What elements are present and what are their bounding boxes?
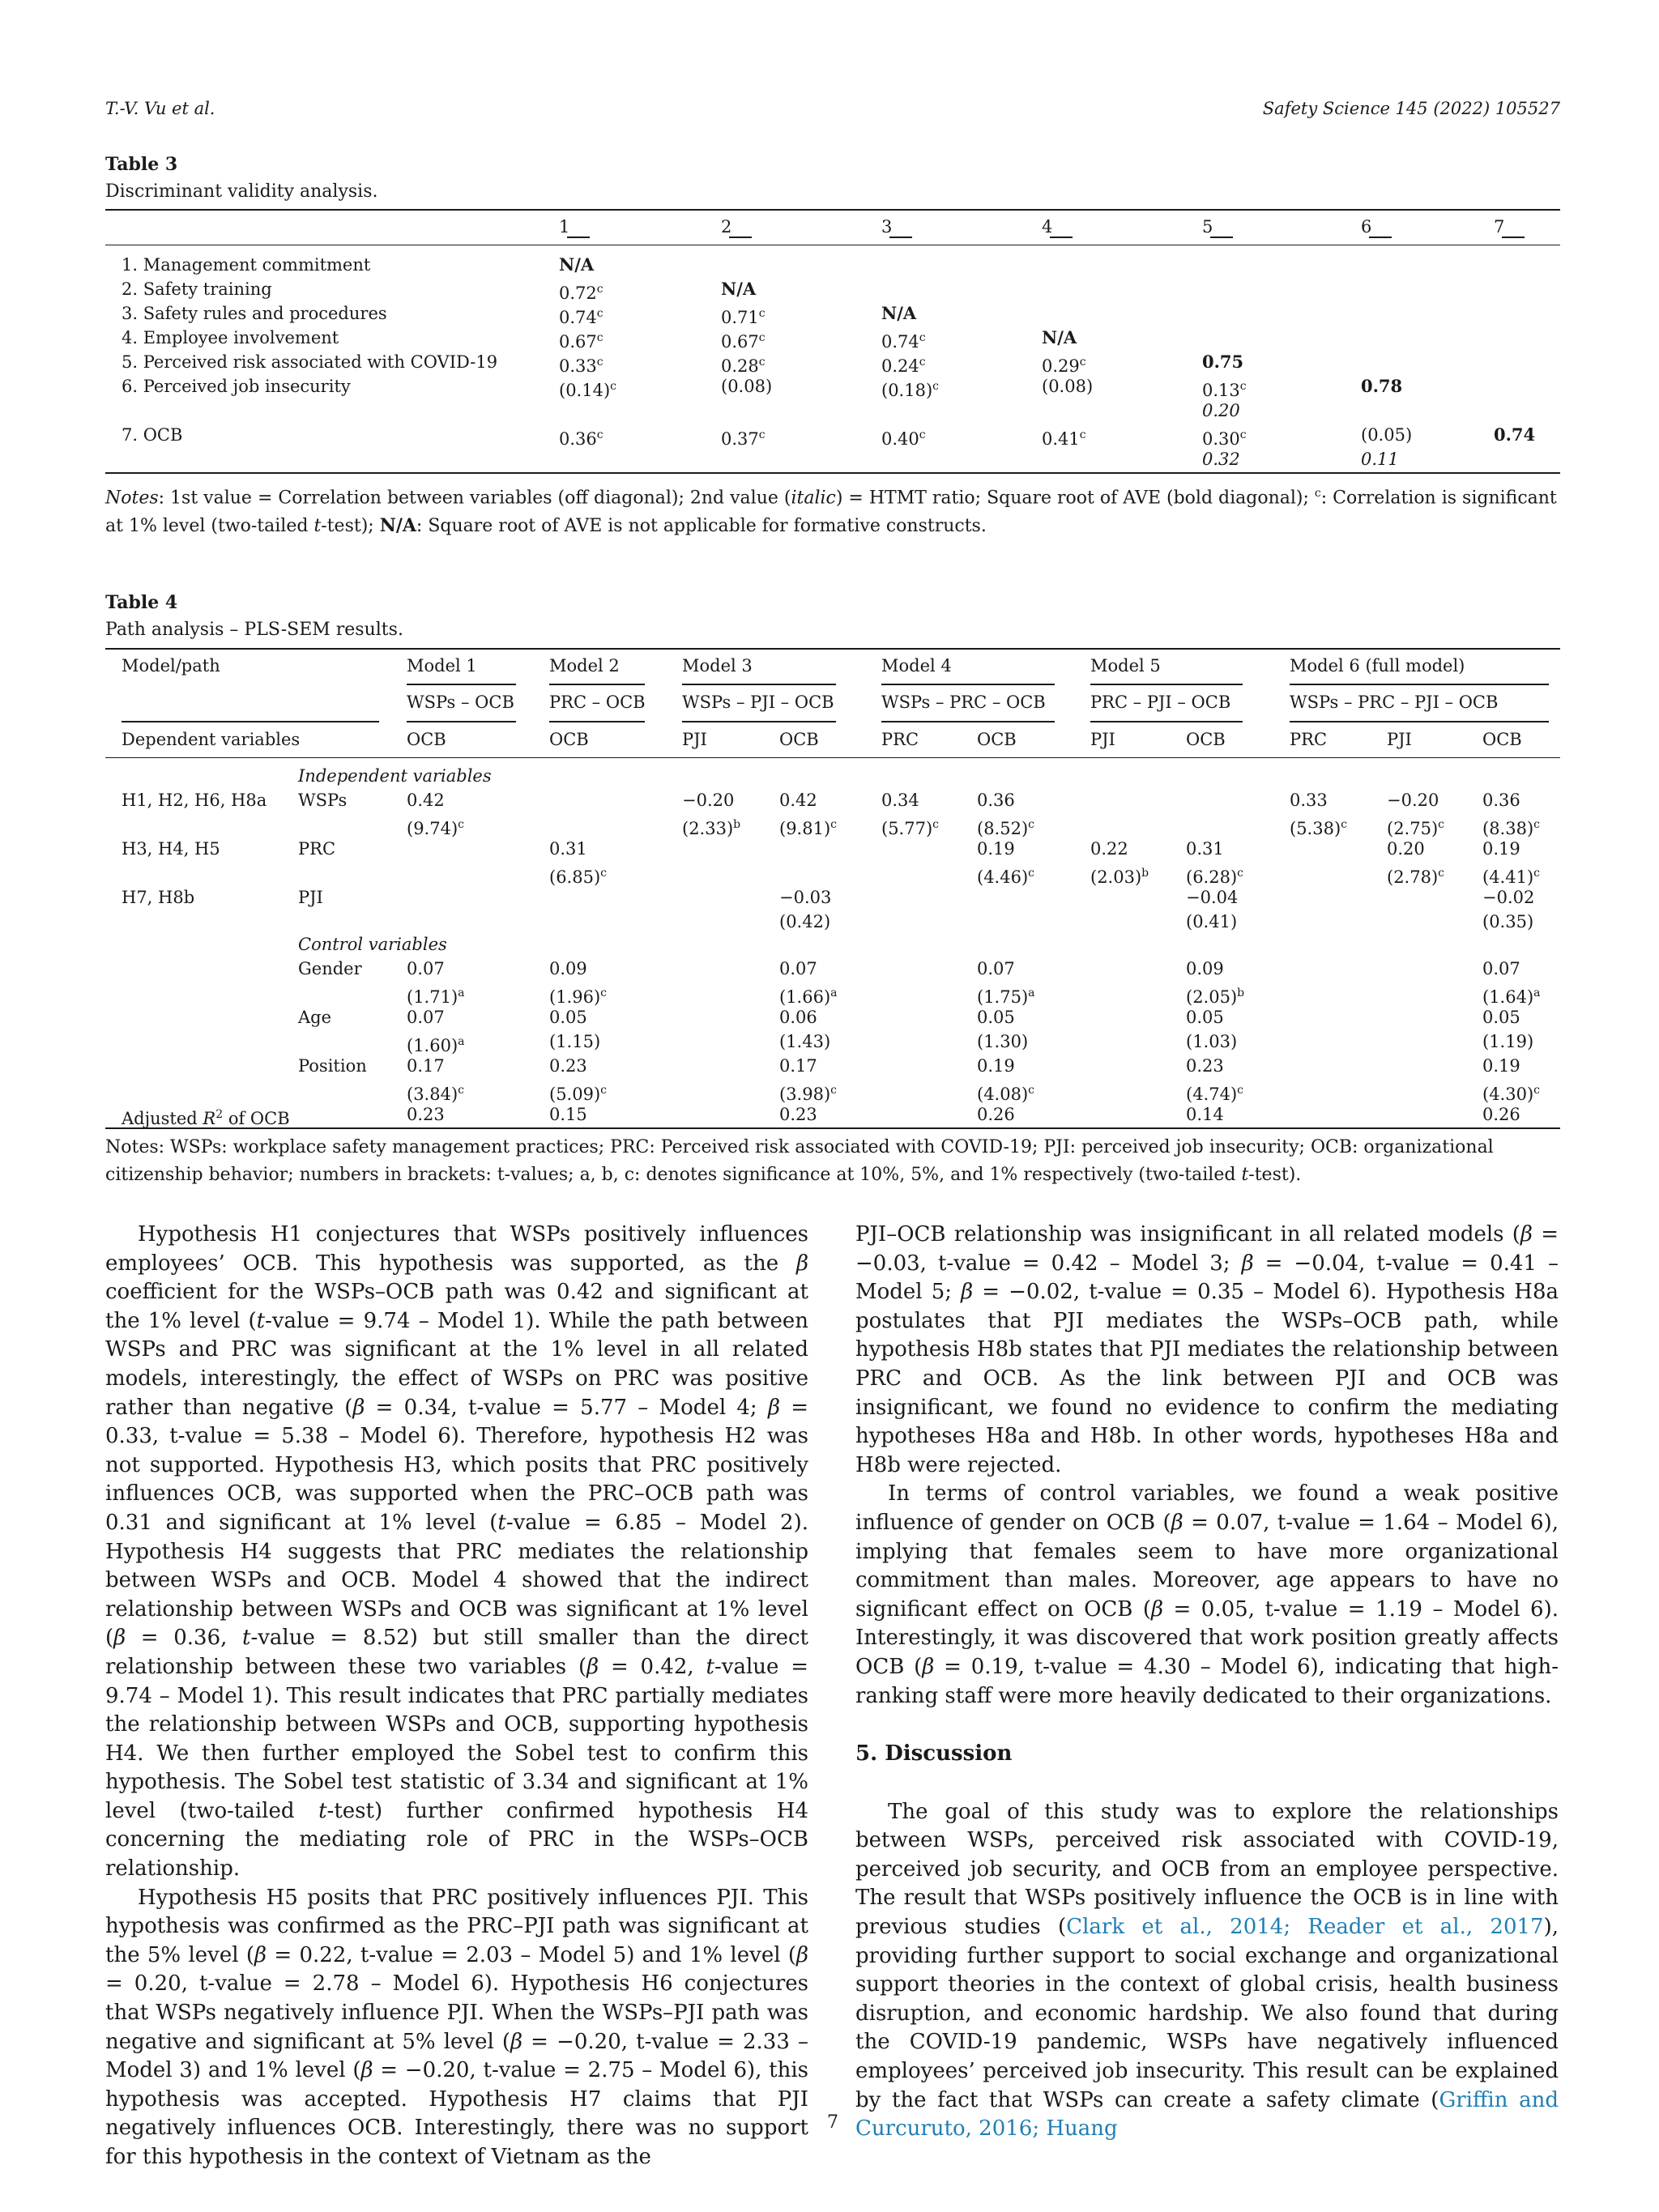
- table4-coefficient: 0.07: [407, 959, 445, 978]
- table4-coefficient: 0.05: [1186, 1008, 1224, 1027]
- table3-cell: 0.24$^c$: [881, 356, 926, 376]
- table4-coefficient: 0.23: [1186, 1056, 1224, 1076]
- table4-model-underline: [1290, 684, 1549, 685]
- table4-variable: PJI: [298, 888, 323, 907]
- table3-cell: 0.41$^c$: [1042, 428, 1086, 449]
- table3-cell: (0.05): [1361, 425, 1413, 445]
- table4-dependent-var: OCB: [549, 730, 589, 749]
- table4-coefficient: 0.19: [1482, 839, 1520, 859]
- table4-tvalue: $(9.74)^c$: [407, 818, 464, 838]
- table4-notes: Notes: WSPs: workplace safety management practices; PRC: Perceived risk associated with COVID-19; PJI: perceived job insecurity; OCB: organizational citizenship behavior; numbers in brackets: t-values; a, b, c: denotes significance at 10%, 5%, and 1% respectively (two-tailed t-test).: [105, 1137, 1494, 1185]
- table3-col-header-underline: [1369, 237, 1392, 238]
- table4-control-header: Control variables: [298, 935, 447, 954]
- table3-cell: 0.78: [1361, 376, 1403, 396]
- table4-coefficient: 0.20: [1387, 839, 1425, 859]
- table4-tvalue: $(2.33)^b$: [682, 818, 741, 838]
- paragraph: Hypothesis H1 conjectures that WSPs positively influences employees’ OCB. This hypothesis was supported, as the β coefficient for the WSPs–OCB path was 0.42 and significant at the 1% level (t-value = 9.74 – Model 1). While the path between WSPs and PRC was significant at the 1% level in all related models, interestingly, the effect of WSPs on PRC was positive rather than negative (β = 0.34, t-value = 5.77 – Model 4; β = 0.33, t-value = 5.38 – Model 6). Therefore, hypothesis H2 was not supported. Hypothesis H3, which posits that PRC positively influences OCB, was supported when the PRC–OCB path was 0.31 and significant at 1% level (t-value = 6.85 – Model 2). Hypothesis H4 suggests that PRC mediates the relationship between WSPs and OCB. Model 4 showed that the indirect relationship between WSPs and OCB was significant at 1% level (β = 0.36, t-value = 8.52) but still smaller than the direct relationship between these two variables (β = 0.42, t-value = 9.74 – Model 1). This result indicates that PRC partially mediates the relationship between WSPs and OCB, supporting hypothesis H4. We then further employed the Sobel test to confirm this hypothesis. The Sobel test statistic of 3.34 and significant at 1% level (two-tailed t-test) further confirmed hypothesis H4 concerning the mediating role of PRC in the WSPs–OCB relationship.: [105, 1222, 808, 1882]
- table4-label: Table 4: [105, 592, 178, 613]
- paragraph: Hypothesis H5 posits that PRC positively influences PJI. This hypothesis was confirmed as the PRC–PJI path was significant at the 5% level (β = 0.22, t-value = 2.03 – Model 5) and 1% level (β = 0.20, t-value = 2.78 – Model 6). Hypothesis H6 conjectures that WSPs negatively influence PJI. When the WSPs–PJI path was negative and significant at 5% level (β = −0.20, t-value = 2.33 – Model 3) and 1% level (β = −0.20, t-value = 2.75 – Model 6), this hypothesis was accepted. Hypothesis H7 claims that PJI negatively influences OCB. Interestingly, there was no support for this hypothesis in the context of Vietnam as the: [105, 1885, 809, 2169]
- table3-cell-htmt: 0.32: [1202, 450, 1240, 469]
- table3-col-header-underline: [1502, 237, 1525, 238]
- table4-model-name: Model 5: [1090, 656, 1161, 676]
- table4-tvalue: (1.30): [977, 1032, 1029, 1051]
- table4-path-underline: [1090, 721, 1243, 722]
- table3-cell: N/A: [559, 254, 595, 275]
- table4-coefficient: 0.09: [1186, 959, 1224, 978]
- table4-tvalue: $(8.38)^c$: [1482, 818, 1540, 838]
- table3-cell: N/A: [881, 303, 917, 323]
- table3-cell-htmt: 0.11: [1361, 450, 1399, 469]
- table3-cell: 0.36$^c$: [559, 428, 603, 449]
- table4-tvalue: $(6.28)^c$: [1186, 867, 1243, 887]
- table4-tvalue: (0.42): [779, 912, 831, 931]
- table4-tvalue: $(8.52)^c$: [977, 818, 1034, 838]
- table3-cell: (0.08): [721, 377, 773, 396]
- table4-path-underline: [549, 721, 645, 722]
- table4-hypotheses: H7, H8b: [122, 888, 195, 907]
- table3-cell: $(0.14)^c$: [559, 380, 616, 400]
- section-heading-discussion: 5. Discussion: [855, 1741, 1013, 1767]
- table3-cell: 0.75: [1202, 352, 1244, 372]
- table4-coefficient: 0.31: [549, 839, 587, 859]
- table4-coefficient: 0.36: [1482, 791, 1520, 810]
- table4-dependent-var: PRC: [881, 730, 919, 749]
- table4-variable: Gender: [298, 959, 362, 978]
- table4-tvalue: $(4.74)^c$: [1186, 1084, 1243, 1104]
- table4-r2-label: Adjusted $R^2$ of OCB: [122, 1108, 290, 1128]
- table4-tvalue: $(1.66)^a$: [779, 987, 838, 1007]
- table3-col-header: 3: [881, 217, 893, 237]
- table4-r2-value: 0.15: [549, 1105, 587, 1124]
- table4-model-underline: [881, 684, 1055, 685]
- table3-col-header: 6: [1361, 217, 1372, 237]
- running-head-authors: T.-V. Vu et al.: [105, 99, 215, 118]
- table4-r2-value: 0.14: [1186, 1105, 1224, 1124]
- table4-coefficient: 0.33: [1290, 791, 1328, 810]
- table4-coefficient: 0.06: [779, 1008, 817, 1027]
- table3-col-header: 4: [1042, 217, 1053, 237]
- table3-cell: $(0.18)^c$: [881, 380, 939, 400]
- table4-dependent-var: OCB: [1482, 730, 1522, 749]
- table4-independent-header: Independent variables: [298, 766, 492, 786]
- running-head-journal: Safety Science 145 (2022) 105527: [1262, 99, 1560, 118]
- table3-cell: 0.67$^c$: [721, 331, 766, 352]
- table4-tvalue: $(2.05)^b$: [1186, 987, 1245, 1007]
- table3-row-label: 3. Safety rules and procedures: [122, 304, 387, 323]
- table4-model-name: Model 4: [881, 656, 952, 676]
- table4-tvalue: (1.15): [549, 1032, 601, 1051]
- table3-cell: 0.71$^c$: [721, 307, 766, 327]
- table3-row-label: 2. Safety training: [122, 279, 272, 299]
- table3-col-header: 5: [1202, 217, 1213, 237]
- table3-col-header: 1: [559, 217, 570, 237]
- table4-model-path: PRC – OCB: [549, 693, 646, 712]
- table4-tvalue: $(4.08)^c$: [977, 1084, 1034, 1104]
- table4-coefficient: 0.22: [1090, 839, 1128, 859]
- table4-coefficient: 0.42: [779, 791, 817, 810]
- table3-notes: Notes: 1st value = Correlation between variables (off diagonal); 2nd value (italic) = HTMT ratio; Square root of AVE (bold diagonal); $^c$: Correlation is significant at 1% level (two-tailed t-test); N/A: Square root of AVE is not applicable for formative constructs.: [105, 487, 1557, 537]
- table3-cell: 0.67$^c$: [559, 331, 603, 352]
- table3-col-header: 7: [1494, 217, 1505, 237]
- table4-variable: WSPs: [298, 791, 348, 810]
- table4-tvalue: $(2.75)^c$: [1387, 818, 1444, 838]
- table3-col-header-underline: [567, 237, 590, 238]
- table3-cell: 0.40$^c$: [881, 428, 926, 449]
- table4-r2-value: 0.26: [977, 1105, 1015, 1124]
- table4-bottom-rule: [105, 1127, 1560, 1129]
- table3-cell: 0.30$^c$: [1202, 428, 1247, 449]
- table4-coefficient: 0.31: [1186, 839, 1224, 859]
- table4-tvalue: (1.43): [779, 1032, 831, 1051]
- table3-cell-htmt: 0.20: [1202, 401, 1240, 420]
- table3-cell: 0.13$^c$: [1202, 380, 1247, 400]
- table4-tvalue: $(5.77)^c$: [881, 818, 939, 838]
- table4-tvalue: $(3.98)^c$: [779, 1084, 837, 1104]
- table4-tvalue: $(5.09)^c$: [549, 1084, 607, 1104]
- table4-tvalue: $(1.96)^c$: [549, 987, 607, 1007]
- table4-coefficient: 0.05: [977, 1008, 1015, 1027]
- paragraph: PJI–OCB relationship was insignificant in all related models (β = −0.03, t-value = 0.42 – Model 3; β = −0.04, t-value = 0.41 – Model 5; β = −0.02, t-value = 0.35 – Model 6). Hypothesis H8a postulates that PJI mediates the WSPs–OCB path, while hypothesis H8b states that PJI mediates the relationship between PRC and OCB. As the link between PJI and OCB was insignificant, we found no evidence to confirm the mediating hypotheses H8a and H8b. In other words, hypotheses H8a and H8b were rejected.: [855, 1222, 1559, 1477]
- table4-coefficient: −0.04: [1186, 888, 1239, 907]
- table3-cell: 0.72$^c$: [559, 283, 603, 303]
- table3-col-header-underline: [889, 237, 912, 238]
- table4-r2-value: 0.23: [779, 1105, 817, 1124]
- table4-model-path: WSPs – OCB: [407, 693, 514, 712]
- table3-top-rule: [105, 209, 1560, 211]
- table4-tvalue: $(1.71)^a$: [407, 987, 465, 1007]
- table4-tvalue: $(3.84)^c$: [407, 1084, 464, 1104]
- table4-path-underline: [1290, 721, 1549, 722]
- table4-tvalue: (1.19): [1482, 1032, 1534, 1051]
- table4-tvalue: (0.41): [1186, 912, 1238, 931]
- table4-model-path: PRC – PJI – OCB: [1090, 693, 1231, 712]
- table4-dependent-var: OCB: [407, 730, 446, 749]
- table4-coefficient: 0.05: [549, 1008, 587, 1027]
- table3-cell: (0.08): [1042, 377, 1094, 396]
- table4-header-rule: [105, 757, 1560, 758]
- table4-dependent-label: Dependent variables: [122, 730, 301, 749]
- table4-model-underline: [407, 684, 516, 685]
- table4-coefficient: 0.07: [977, 959, 1015, 978]
- table4-coefficient: 0.05: [1482, 1008, 1520, 1027]
- table3-row-label: 7. OCB: [122, 425, 183, 445]
- table4-coefficient: 0.07: [779, 959, 817, 978]
- table4-tvalue: $(2.78)^c$: [1387, 867, 1444, 887]
- table4-coefficient: 0.17: [779, 1056, 817, 1076]
- table3-col-header-underline: [729, 237, 752, 238]
- table4-variable: Age: [298, 1008, 332, 1027]
- table4-dependent-var: PRC: [1290, 730, 1328, 749]
- body-column-left: [105, 1221, 808, 2172]
- table4-tvalue: $(4.46)^c$: [977, 867, 1034, 887]
- table3-cell: 0.37$^c$: [721, 428, 766, 449]
- table4-top-rule: [105, 648, 1560, 650]
- table3-row-label: 6. Perceived job insecurity: [122, 377, 351, 396]
- table4-path-underline: [682, 721, 836, 722]
- table4-coefficient: −0.20: [682, 791, 735, 810]
- table3-col-header: 2: [721, 217, 732, 237]
- table4-r2-value: 0.26: [1482, 1105, 1520, 1124]
- table4-variable: Position: [298, 1056, 367, 1076]
- table4-coefficient: 0.09: [549, 959, 587, 978]
- table4-tvalue: $(1.60)^a$: [407, 1035, 465, 1055]
- table4-coefficient: 0.36: [977, 791, 1015, 810]
- table4-coefficient: 0.19: [977, 839, 1015, 859]
- table4-modelpath-underline: [122, 721, 379, 722]
- table4-tvalue: $(4.30)^c$: [1482, 1084, 1540, 1104]
- table4-tvalue: $(2.03)^b$: [1090, 867, 1149, 887]
- table3-cell: 0.74: [1494, 424, 1536, 445]
- table4-coefficient: 0.07: [1482, 959, 1520, 978]
- paragraph: In terms of control variables, we found a weak positive influence of gender on OCB (β = 0.07, t-value = 1.64 – Model 6), implying that females seem to have more organizational commitment than males. Moreover, age appears to have no significant effect on OCB (β = 0.05, t-value = 1.19 – Model 6). Interestingly, it was discovered that work position greatly affects OCB (β = 0.19, t-value = 4.30 – Model 6), indicating that high-ranking staff were more heavily dedicated to their organizations.: [855, 1481, 1559, 1708]
- table3-cell: N/A: [721, 279, 757, 299]
- table4-tvalue: $(4.41)^c$: [1482, 867, 1540, 887]
- table4-tvalue: (0.35): [1482, 912, 1534, 931]
- table3-cell: 0.74$^c$: [559, 307, 603, 327]
- table4-model-underline: [549, 684, 645, 685]
- table4-coefficient: 0.42: [407, 791, 445, 810]
- paragraph: The goal of this study was to explore the relationships between WSPs, perceived risk associated with COVID-19, perceived job security, and OCB from an employee perspective. The result that WSPs positively influence the OCB is in line with previous studies (Clark et al., 2014; Reader et al., 2017), providing further support to social exchange and organizational support theories in the context of global crisis, health business disruption, and economic hardship. We also found that during the COVID-19 pandemic, WSPs have negatively influenced employees’ perceived job insecurity. This result can be explained by the fact that WSPs can create a safety climate (Griffin and Curcuruto, 2016; Huang: [855, 1799, 1559, 2142]
- table4-dependent-var: PJI: [1387, 730, 1412, 749]
- table4-title: Path analysis – PLS-SEM results.: [105, 620, 403, 640]
- table4-model-path: WSPs – PJI – OCB: [682, 693, 834, 712]
- table4-dependent-var: OCB: [1186, 730, 1226, 749]
- table4-coefficient: 0.34: [881, 791, 919, 810]
- table3-title: Discriminant validity analysis.: [105, 181, 378, 202]
- running-head: [105, 99, 1560, 118]
- table4-caption: [105, 589, 403, 644]
- table4-dependent-var: PJI: [1090, 730, 1115, 749]
- page-number: 7: [827, 2112, 838, 2133]
- table4-path-underline: [407, 721, 516, 722]
- table3-cell: N/A: [1042, 327, 1077, 347]
- table4-tvalue: $(6.85)^c$: [549, 867, 607, 887]
- table3-cell: 0.28$^c$: [721, 356, 766, 376]
- table4-coefficient: 0.19: [1482, 1056, 1520, 1076]
- table4-dependent-var: OCB: [977, 730, 1017, 749]
- table3-col-header-underline: [1210, 237, 1233, 238]
- table4-model-path: WSPs – PRC – OCB: [881, 693, 1046, 712]
- table3-caption: [105, 151, 378, 206]
- table4-model-name: Model 6 (full model): [1290, 656, 1465, 676]
- table4-tvalue: $(9.81)^c$: [779, 818, 837, 838]
- table4-dependent-var: OCB: [779, 730, 819, 749]
- table3-cell: 0.29$^c$: [1042, 356, 1086, 376]
- table4-coefficient: 0.17: [407, 1056, 445, 1076]
- table4-model-name: Model 3: [682, 656, 753, 676]
- body-column-right: [855, 1221, 1559, 2144]
- table4-modelpath-label: Model/path: [122, 656, 220, 676]
- table4-model-path: WSPs – PRC – PJI – OCB: [1290, 693, 1499, 712]
- table3-row-label: 1. Management commitment: [122, 255, 371, 275]
- table3-label: Table 3: [105, 154, 178, 175]
- table4-coefficient: 0.07: [407, 1008, 445, 1027]
- table4-model-underline: [1090, 684, 1243, 685]
- table4-coefficient: −0.03: [779, 888, 832, 907]
- table4-model-name: Model 2: [549, 656, 620, 676]
- table4-variable: PRC: [298, 839, 336, 859]
- table4-tvalue: $(1.64)^a$: [1482, 987, 1541, 1007]
- table4-tvalue: $(1.75)^a$: [977, 987, 1035, 1007]
- table4-hypotheses: H3, H4, H5: [122, 839, 220, 859]
- table4-tvalue: $(5.38)^c$: [1290, 818, 1347, 838]
- table3-cell: 0.33$^c$: [559, 356, 603, 376]
- table4-dependent-var: PJI: [682, 730, 707, 749]
- table4-tvalue: (1.03): [1186, 1032, 1238, 1051]
- table4-coefficient: −0.20: [1387, 791, 1439, 810]
- table4-coefficient: 0.23: [549, 1056, 587, 1076]
- table3-row-label: 4. Employee involvement: [122, 328, 339, 347]
- table3-row-label: 5. Perceived risk associated with COVID-19: [122, 352, 498, 372]
- table4-coefficient: −0.02: [1482, 888, 1535, 907]
- table4-r2-value: 0.23: [407, 1105, 445, 1124]
- table3-cell: 0.74$^c$: [881, 331, 926, 352]
- table4-hypotheses: H1, H2, H6, H8a: [122, 791, 267, 810]
- table4-path-underline: [881, 721, 1055, 722]
- table4-model-underline: [682, 684, 836, 685]
- table3-bottom-rule: [105, 472, 1560, 474]
- table4-model-name: Model 1: [407, 656, 477, 676]
- table3-col-header-underline: [1050, 237, 1073, 238]
- table4-coefficient: 0.19: [977, 1056, 1015, 1076]
